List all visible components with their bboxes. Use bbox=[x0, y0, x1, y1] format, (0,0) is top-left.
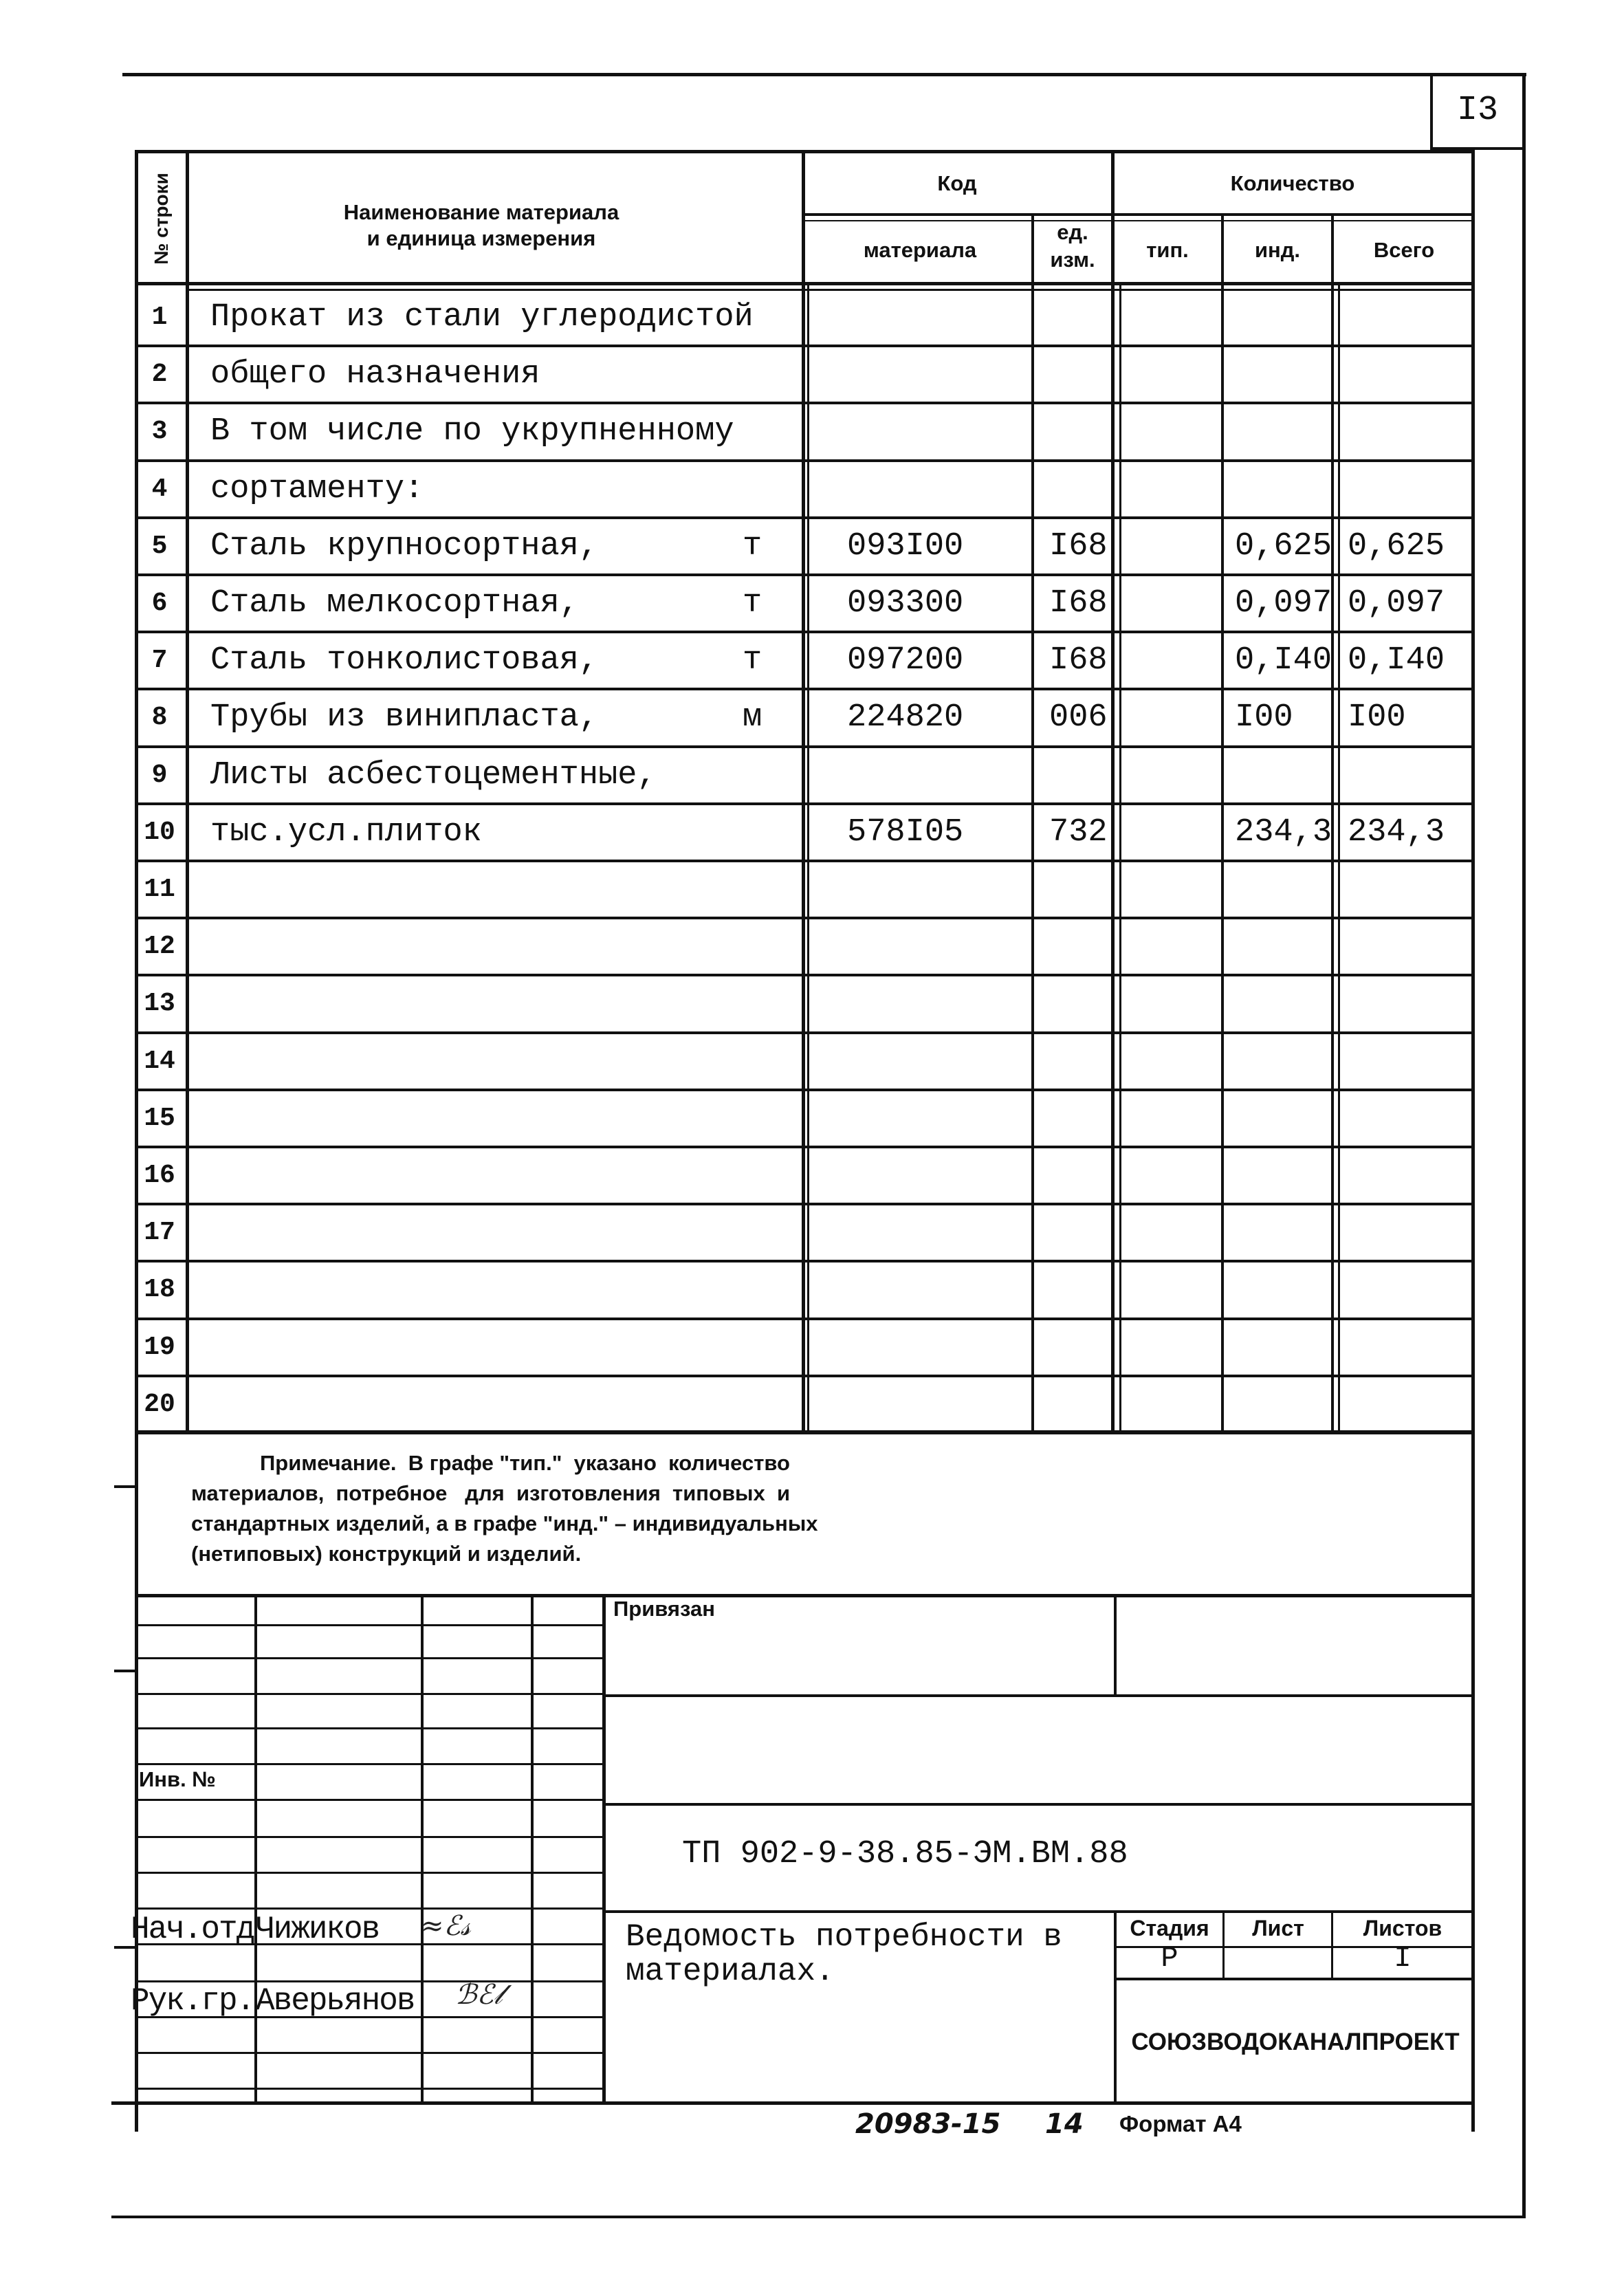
unit-code: I68 bbox=[1049, 585, 1108, 622]
stamp-row bbox=[135, 1799, 604, 1801]
qty-total: I00 bbox=[1348, 699, 1406, 736]
header-qty-ind: инд. bbox=[1254, 238, 1301, 262]
row-number: 19 bbox=[144, 1333, 175, 1362]
material-unit: т bbox=[743, 528, 762, 565]
role-group-lead: Рук.гр. bbox=[131, 1983, 254, 2019]
row-number: 12 bbox=[144, 932, 175, 961]
stamp-row bbox=[135, 1763, 604, 1765]
organization-name: СОЮЗВОДОКАНАЛПРОЕКТ bbox=[1131, 2029, 1460, 2055]
stamp-row bbox=[135, 1657, 604, 1659]
margin-tick bbox=[114, 1670, 135, 1672]
row-number: 6 bbox=[151, 589, 168, 618]
stamp-top-rule bbox=[135, 1594, 1475, 1597]
header-mid-rule-2 bbox=[802, 220, 1475, 221]
row-number: 11 bbox=[144, 875, 175, 904]
sheet-label: Лист bbox=[1252, 1916, 1304, 1940]
material-name: Листы асбестоцементные, bbox=[210, 757, 657, 794]
sheets-value: I bbox=[1394, 1942, 1412, 1975]
name-head-dept: Чижиков bbox=[256, 1912, 380, 1947]
qty-ind: 0,625 bbox=[1235, 528, 1332, 565]
stamp-row bbox=[135, 1907, 604, 1910]
doc-code: ТП 902-9-38.85-ЭМ.ВМ.88 bbox=[682, 1836, 1128, 1872]
stamp-col-4 bbox=[602, 1594, 606, 2104]
qty-total: 0,625 bbox=[1348, 528, 1445, 565]
signature-2: ℬℰ𝓁 bbox=[455, 1979, 503, 2011]
material-name: Трубы из винипласта, bbox=[210, 699, 599, 736]
table-row bbox=[0, 518, 1624, 575]
table-row bbox=[0, 689, 1624, 746]
inventory-number: 20983-15 bbox=[855, 2108, 1001, 2140]
note-right-border bbox=[1471, 1430, 1475, 2132]
material-name: Сталь тонколистовая, bbox=[210, 642, 599, 679]
row-number: 7 bbox=[151, 646, 168, 675]
stage-label: Стадия bbox=[1130, 1916, 1209, 1940]
note-line: стандартных изделий, а в графе "инд." – индивидуальных bbox=[191, 1511, 818, 1535]
stamp-row bbox=[135, 1980, 604, 1982]
header-code-group: Код bbox=[937, 171, 977, 195]
table-row bbox=[0, 804, 1624, 861]
table-row bbox=[0, 861, 1624, 918]
bound-label: Привязан bbox=[613, 1597, 715, 1621]
stamp-col-1 bbox=[254, 1594, 257, 2104]
note-top-rule bbox=[135, 1430, 1475, 1433]
code-top-rule bbox=[604, 1803, 1475, 1806]
row-number: 15 bbox=[144, 1104, 175, 1133]
qty-ind: I00 bbox=[1235, 699, 1293, 736]
page-bottom-rule bbox=[111, 2216, 1526, 2218]
stamp-col-2 bbox=[421, 1594, 424, 2104]
stage-sep-1 bbox=[1222, 1910, 1225, 1979]
table-row bbox=[0, 632, 1624, 689]
row-number: 20 bbox=[144, 1390, 175, 1419]
inv-label: Инв. № bbox=[139, 1767, 216, 1791]
row-number: 5 bbox=[151, 532, 168, 561]
stamp-row bbox=[135, 1693, 604, 1695]
header-code-unit: ед. изм. bbox=[1050, 220, 1095, 272]
material-code: 093300 bbox=[847, 585, 964, 622]
table-row bbox=[0, 1261, 1624, 1318]
row-number: 13 bbox=[144, 989, 175, 1018]
code-bottom-rule bbox=[604, 1910, 1475, 1913]
table-row bbox=[0, 346, 1624, 403]
table-row bbox=[0, 575, 1624, 632]
note-line: материалов, потребное для изготовления типовых и bbox=[191, 1481, 791, 1505]
note-left-border bbox=[135, 1430, 138, 2132]
row-number: 1 bbox=[151, 303, 168, 332]
table-row bbox=[0, 1319, 1624, 1376]
header-qty-group: Количество bbox=[1230, 171, 1355, 195]
qty-ind: 234,3 bbox=[1235, 814, 1332, 851]
material-name: сортаменту: bbox=[210, 471, 424, 507]
unit-code: I68 bbox=[1049, 528, 1108, 565]
unit-code: 006 bbox=[1049, 699, 1108, 736]
table-row bbox=[0, 1204, 1624, 1261]
table-row bbox=[0, 1090, 1624, 1147]
inventory-sheet: 14 bbox=[1045, 2108, 1084, 2140]
stage-row-2 bbox=[1114, 1978, 1475, 1980]
row-number: 16 bbox=[144, 1161, 175, 1190]
material-name: В том числе по укрупненному bbox=[210, 413, 734, 450]
margin-tick bbox=[114, 1485, 135, 1488]
table-row bbox=[0, 918, 1624, 975]
qty-total: 0,I40 bbox=[1348, 642, 1445, 679]
stamp-row bbox=[135, 1836, 604, 1838]
page-top-rule bbox=[122, 73, 1526, 76]
stage-sep-2 bbox=[1331, 1910, 1333, 1979]
sheets-label: Листов bbox=[1363, 1916, 1442, 1940]
material-unit: м bbox=[743, 699, 762, 736]
stamp-bottom-rule bbox=[111, 2101, 1475, 2105]
header-bottom-rule bbox=[135, 282, 1475, 285]
material-unit: т bbox=[743, 642, 762, 679]
material-code: 097200 bbox=[847, 642, 964, 679]
material-code: 224820 bbox=[847, 699, 964, 736]
row-number: 10 bbox=[144, 818, 175, 847]
row-number: 3 bbox=[151, 417, 168, 446]
header-mid-rule bbox=[802, 213, 1475, 216]
note-line: Примечание. В графе "тип." указано количество bbox=[260, 1451, 790, 1475]
stamp-row bbox=[135, 1872, 604, 1874]
header-qty-typ: тип. bbox=[1146, 238, 1189, 262]
row-number: 8 bbox=[151, 703, 168, 732]
table-row bbox=[0, 975, 1624, 1032]
table-row bbox=[0, 747, 1624, 804]
table-row bbox=[0, 1147, 1624, 1204]
material-unit: т bbox=[743, 585, 762, 622]
name-group-lead: Аверьянов bbox=[256, 1983, 415, 2019]
note-line: (нетиповых) конструкций и изделий. bbox=[191, 1542, 582, 1566]
header-code-material: материала bbox=[863, 238, 977, 262]
material-name: тыс.усл.плиток bbox=[210, 814, 482, 851]
sheet-number: I3 bbox=[1456, 91, 1498, 130]
stamp-row bbox=[135, 2052, 604, 2054]
bound-divider bbox=[1114, 1594, 1117, 1697]
header-qty-total: Всего bbox=[1373, 238, 1435, 262]
material-name: Сталь крупносортная, bbox=[210, 528, 599, 565]
row-number: 14 bbox=[144, 1047, 175, 1076]
row-number: 18 bbox=[144, 1275, 175, 1304]
stamp-row bbox=[135, 1624, 604, 1626]
row-number: 4 bbox=[151, 474, 168, 504]
qty-total: 0,097 bbox=[1348, 585, 1445, 622]
header-row-no: № строки bbox=[151, 173, 172, 265]
material-name: Сталь мелкосортная, bbox=[210, 585, 579, 622]
material-code: 093I00 bbox=[847, 528, 964, 565]
bound-bottom-rule bbox=[604, 1694, 1475, 1697]
row-number: 2 bbox=[151, 360, 168, 389]
row-number: 9 bbox=[151, 761, 168, 790]
table-row bbox=[0, 1033, 1624, 1090]
role-head-dept: Нач.отд bbox=[131, 1912, 254, 1947]
stamp-row bbox=[135, 2088, 604, 2090]
unit-code: 732 bbox=[1049, 814, 1108, 851]
document-title: Ведомость потребности в материалах. bbox=[626, 1919, 1062, 1989]
note bbox=[191, 1448, 982, 1569]
qty-ind: 0,097 bbox=[1235, 585, 1332, 622]
table-row bbox=[0, 289, 1624, 346]
stamp-row bbox=[135, 1727, 604, 1729]
format-label: Формат А4 bbox=[1119, 2111, 1242, 2136]
material-name: общего назначения bbox=[210, 356, 540, 393]
table-row bbox=[0, 1376, 1624, 1433]
header-name: Наименование материала и единица измерения bbox=[343, 200, 619, 250]
signature-1: ≈ℰ𝓈 bbox=[421, 1910, 471, 1942]
row-number: 17 bbox=[144, 1218, 175, 1247]
unit-code: I68 bbox=[1049, 642, 1108, 679]
table-row bbox=[0, 461, 1624, 518]
stage-value: Р bbox=[1161, 1942, 1178, 1975]
table-row bbox=[0, 403, 1624, 460]
stamp-col-3 bbox=[531, 1594, 534, 2104]
material-name: Прокат из стали углеродистой bbox=[210, 299, 754, 336]
material-code: 578I05 bbox=[847, 814, 964, 851]
qty-total: 234,3 bbox=[1348, 814, 1445, 851]
qty-ind: 0,I40 bbox=[1235, 642, 1332, 679]
